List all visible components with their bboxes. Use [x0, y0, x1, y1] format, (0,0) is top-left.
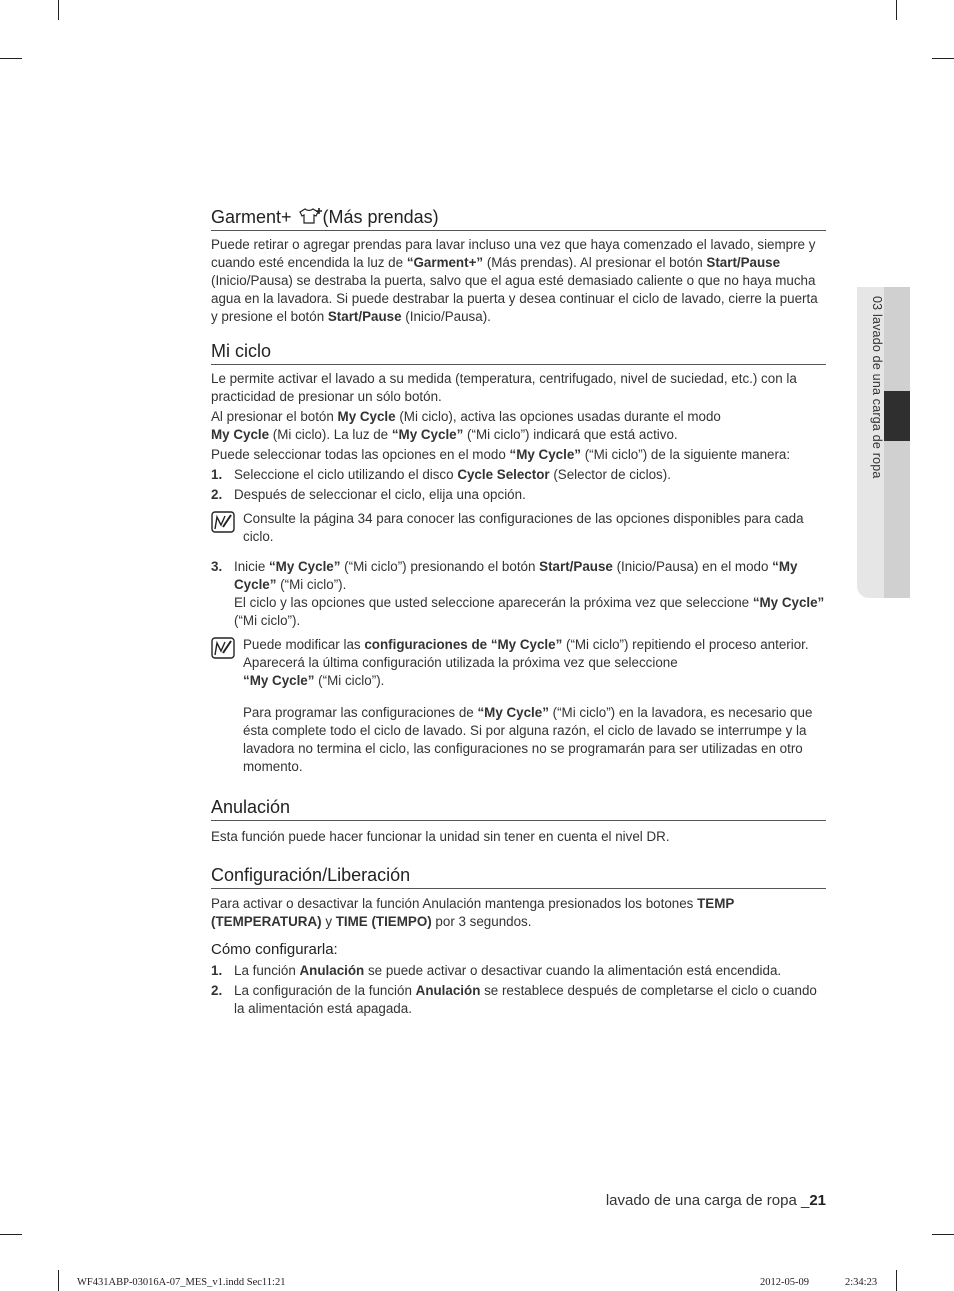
crop-mark: [58, 0, 59, 20]
paragraph: Al presionar el botón My Cycle (Mi ciclo), activa las opciones usadas durante el modo My Cycle (Mi ciclo). La luz de “My Cycle” (“Mi ciclo”) indicará que está activo.: [211, 409, 721, 442]
list-item: 2. Después de seleccionar el ciclo, elija una opción.: [211, 487, 526, 502]
paragraph: Para activar o desactivar la función Anulación mantenga presionados los botones TEMP (TEMPERATURA) y TIME (TIEMPO) por 3 segundos.: [211, 896, 735, 929]
page-content: [211, 206, 826, 1032]
note: Consulte la página 34 para conocer las configuraciones de las opciones disponibles para cada ciclo.: [211, 510, 826, 546]
section-garment: [211, 206, 826, 326]
paragraph: Puede seleccionar todas las opciones en el modo “My Cycle” (“Mi ciclo”) de la siguiente manera:: [211, 447, 791, 462]
subheading: Cómo configurarla:: [211, 941, 338, 958]
steps-list: [211, 466, 826, 504]
steps-list: [211, 558, 826, 630]
steps-list: [211, 962, 826, 1018]
print-file: WF431ABP-03016A-07_MES_v1.indd Sec11:21: [77, 1277, 286, 1288]
crop-mark: [58, 1270, 59, 1291]
list-item: 2. La configuración de la función Anulación se restablece después de completarse el ciclo o cuando la alimentación está apagada.: [211, 983, 817, 1016]
side-tab-label: 03 lavado de una carga de ropa: [870, 296, 884, 479]
list-item: 3. Inicie “My Cycle” (“Mi ciclo”) presionando el botón Start/Pause (Inicio/Pausa) en el modo “My Cycle” (“Mi ciclo”). El ciclo y las opciones que usted seleccione aparecerán la próxima vez que seleccione “My Cycle” (“Mi ciclo”).: [211, 559, 825, 628]
section-anulacion: [211, 796, 826, 846]
shirt-plus-icon: [297, 207, 323, 225]
paragraph: Le permite activar el lavado a su medida (temperatura, centrifugado, nivel de suciedad, etc.) con la practicidad de presionar un sólo botón.: [211, 371, 797, 404]
print-date: 2012-05-09: [760, 1277, 809, 1288]
note: Puede modificar las configuraciones de “My Cycle” (“Mi ciclo”) repitiendo el proceso anterior. Aparecerá la última configuración utilizada la próxima vez que seleccione “My Cycle” (“Mi ciclo”). Para programar las configuraciones de “My Cycle” (“Mi ciclo”) en la lavadora, es necesario que ésta complete todo el ciclo de lavado. Si por alguna razón, el ciclo de lavado se interrumpe y la lavadora no termina el ciclo, las configuraciones no se programarán para ser utilizadas en otro momento.: [211, 636, 826, 776]
section-title-mi-ciclo: Mi ciclo: [211, 340, 826, 365]
crop-mark: [0, 1234, 22, 1235]
side-tab-marker: [884, 391, 910, 441]
crop-mark: [932, 58, 954, 59]
page-footer: lavado de una carga de ropa _21: [605, 1192, 826, 1209]
section-mi-ciclo: [211, 340, 826, 776]
list-item: 1. La función Anulación se puede activar o desactivar cuando la alimentación está encendida.: [211, 963, 782, 978]
crop-mark: [932, 1234, 954, 1235]
section-configuracion: [211, 864, 826, 1018]
note-pencil-icon: [211, 637, 235, 659]
crop-mark: [896, 1270, 897, 1291]
paragraph: Esta función puede hacer funcionar la unidad sin tener en cuenta el nivel DR.: [211, 829, 670, 844]
crop-mark: [896, 0, 897, 20]
page-number: 21: [809, 1192, 826, 1209]
paragraph: Puede retirar o agregar prendas para lavar incluso una vez que haya comenzado el lavado, siempre y cuando esté encendida la luz de “Garment+” (Más prendas). Al presionar el botón Start/Pause (Inicio/Pausa) se destraba la puerta, salvo que el agua esté demasiado caliente o que no haya mucha agua en la lavadora. Si puede destrabar la puerta y desea continuar el ciclo de lavado, cierre la puerta y presione el botón Start/Pause (Inicio/Pausa).: [211, 237, 818, 324]
list-item: 1. Seleccione el ciclo utilizando el disco Cycle Selector (Selector de ciclos).: [211, 467, 671, 482]
note-pencil-icon: [211, 511, 235, 533]
section-title-anulacion: Anulación: [211, 796, 826, 821]
section-title-configuracion: Configuración/Liberación: [211, 864, 826, 889]
crop-mark: [0, 58, 22, 59]
print-time: 2:34:23: [845, 1277, 878, 1288]
side-tab-band: [884, 287, 910, 598]
section-title-garment: Garment+ (Más prendas): [211, 206, 826, 231]
